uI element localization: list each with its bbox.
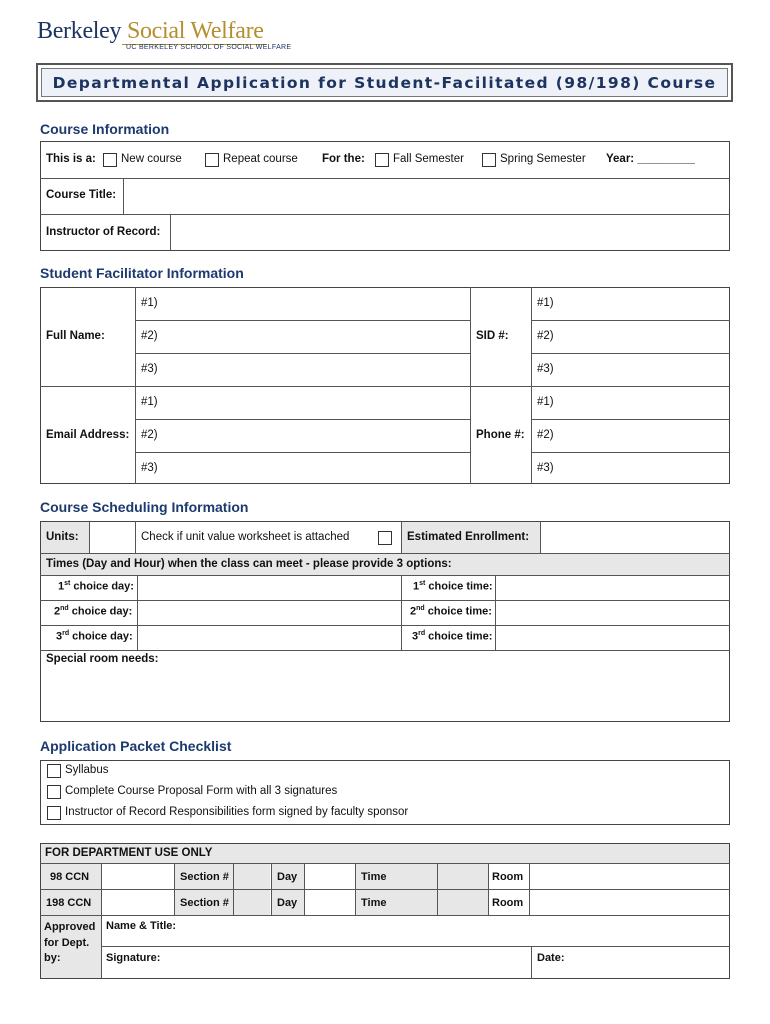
name-1-field[interactable]: #1) [141, 297, 158, 309]
room-label-198: Room [492, 897, 524, 909]
choice-time-2-label: 2nd choice time: [410, 605, 492, 618]
ccn-198-label: 198 CCN [46, 897, 92, 909]
spring-semester-label: Spring Semester [500, 153, 586, 165]
day-label-198: Day [277, 897, 298, 909]
email-3-field[interactable]: #3) [141, 462, 158, 474]
section-label-198: Section # [180, 897, 229, 909]
choice-time-3-label: 3rd choice time: [412, 630, 493, 643]
choice-time-3-input[interactable] [496, 626, 729, 650]
checklist-item-1: Syllabus [65, 764, 109, 776]
room-label-98: Room [492, 871, 524, 883]
email-2-field[interactable]: #2) [141, 429, 158, 441]
signature-label: Signature: [106, 952, 161, 964]
times-header: Times (Day and Hour) when the class can meet - please provide 3 options: [46, 558, 452, 570]
sid-2-field[interactable]: #2) [537, 330, 554, 342]
for-the-label: For the: [322, 153, 365, 165]
approved-by-label: Approved for Dept. by: [44, 921, 96, 964]
checklist-item-3: Instructor of Record Responsibilities form signed by faculty sponsor [65, 806, 409, 818]
scheduling-heading: Course Scheduling Information [40, 499, 249, 515]
email-label: Email Address: [46, 429, 130, 441]
choice-day-1-input[interactable] [138, 576, 400, 600]
name-2-field[interactable]: #2) [141, 330, 158, 342]
choice-day-3-input[interactable] [138, 626, 400, 650]
worksheet-checkbox[interactable] [378, 531, 392, 545]
dept-header: FOR DEPARTMENT USE ONLY [45, 847, 213, 859]
section-label-98: Section # [180, 871, 229, 883]
phone-1-field[interactable]: #1) [537, 396, 554, 408]
choice-time-2-input[interactable] [496, 601, 729, 625]
syllabus-checkbox[interactable] [47, 764, 61, 778]
phone-2-field[interactable]: #2) [537, 429, 554, 441]
school-logo [37, 18, 264, 45]
checklist-item-2: Complete Course Proposal Form with all 3 signatures [65, 785, 338, 797]
year-field[interactable]: Year: _________ [606, 153, 695, 165]
special-room-input[interactable] [41, 668, 729, 721]
time-label-198: Time [361, 897, 387, 909]
enrollment-input[interactable] [541, 522, 729, 552]
fall-semester-label: Fall Semester [393, 153, 464, 165]
choice-day-2-input[interactable] [138, 601, 400, 625]
repeat-course-checkbox[interactable] [205, 153, 219, 167]
student-info-heading: Student Facilitator Information [40, 265, 244, 281]
date-label: Date: [537, 952, 565, 964]
spring-semester-checkbox[interactable] [482, 153, 496, 167]
name-3-field[interactable]: #3) [141, 363, 158, 375]
logo-word-social-welfare: Social Welfare [126, 18, 264, 44]
course-title-input[interactable] [124, 179, 729, 213]
sid-3-field[interactable]: #3) [537, 363, 554, 375]
phone-3-field[interactable]: #3) [537, 462, 554, 474]
checklist-heading: Application Packet Checklist [40, 738, 232, 754]
choice-day-2-label: 2nd choice day: [54, 605, 133, 618]
fall-semester-checkbox[interactable] [375, 153, 389, 167]
time-label-98: Time [361, 871, 387, 883]
enrollment-label: Estimated Enrollment: [407, 531, 530, 543]
this-is-a-label: This is a: [46, 153, 96, 165]
logo-subtitle: UC BERKELEY SCHOOL OF SOCIAL WELFARE [126, 44, 292, 51]
new-course-label: New course [121, 153, 182, 165]
ior-form-checkbox[interactable] [47, 806, 61, 820]
form-title-box [36, 63, 733, 102]
form-title: Departmental Application for Student-Facilitated (98/198) Course [41, 68, 728, 97]
new-course-checkbox[interactable] [103, 153, 117, 167]
instructor-input[interactable] [171, 215, 729, 250]
choice-time-1-label: 1st choice time: [413, 580, 493, 593]
sid-label: SID #: [476, 330, 509, 342]
day-label-98: Day [277, 871, 298, 883]
name-title-label: Name & Title: [106, 920, 177, 932]
proposal-form-checkbox[interactable] [47, 785, 61, 799]
choice-day-1-label: 1st choice day: [58, 580, 134, 593]
full-name-label: Full Name: [46, 330, 105, 342]
units-input[interactable] [90, 522, 134, 552]
course-info-heading: Course Information [40, 121, 170, 137]
email-1-field[interactable]: #1) [141, 396, 158, 408]
worksheet-label: Check if unit value worksheet is attached [141, 531, 350, 543]
phone-label: Phone #: [476, 429, 525, 441]
logo-word-berkeley: Berkeley [37, 18, 122, 44]
repeat-course-label: Repeat course [223, 153, 298, 165]
choice-time-1-input[interactable] [496, 576, 729, 600]
course-title-label: Course Title: [46, 189, 117, 201]
ccn-98-label: 98 CCN [50, 871, 90, 883]
instructor-label: Instructor of Record: [46, 226, 161, 238]
special-room-label: Special room needs: [46, 653, 159, 665]
choice-day-3-label: 3rd choice day: [56, 630, 133, 643]
units-label: Units: [46, 531, 79, 543]
sid-1-field[interactable]: #1) [537, 297, 554, 309]
